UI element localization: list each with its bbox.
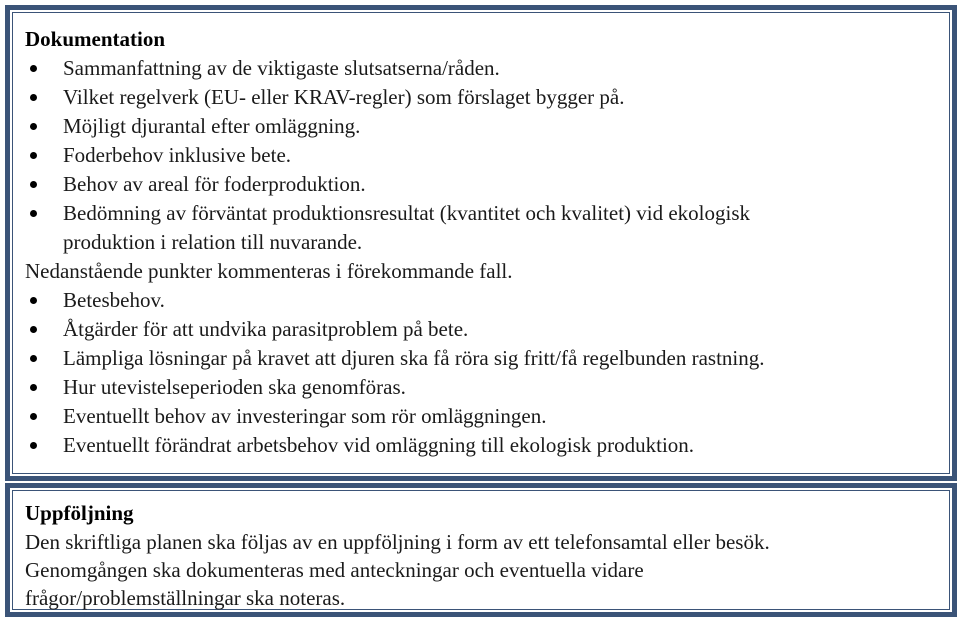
list-item	[25, 373, 949, 402]
list-item	[25, 286, 949, 315]
documentation-list-c	[25, 286, 949, 460]
followup-line: Den skriftliga planen ska följas av en uppföljning i form av ett telefonsamtal eller besök.	[25, 530, 770, 554]
list-item	[25, 199, 949, 257]
followup-line: Genomgången ska dokumenteras med anteckningar och eventuella vidare	[25, 558, 644, 582]
documentation-list-a	[25, 54, 949, 257]
bullet-icon	[30, 181, 37, 188]
documentation-box-inner	[12, 12, 950, 474]
list-item-text: Behov av areal för foderproduktion.	[63, 172, 366, 196]
list-item	[25, 315, 949, 344]
documentation-heading: Dokumentation	[25, 27, 166, 51]
bullet-icon	[30, 94, 37, 101]
bullet-icon	[30, 384, 37, 391]
bullet-icon	[30, 297, 37, 304]
list-item	[25, 402, 949, 431]
documentation-note: Nedanstående punkter kommenteras i förekommande fall.	[25, 259, 513, 283]
list-item-text: Möjligt djurantal efter omläggning.	[63, 114, 361, 138]
bullet-icon	[30, 326, 37, 333]
followup-box-inner	[12, 490, 950, 610]
list-item-text: Vilket regelverk (EU- eller KRAV-regler) som förslaget bygger på.	[63, 85, 625, 109]
bullet-icon	[30, 355, 37, 362]
bullet-icon	[30, 210, 37, 217]
list-item-text: Lämpliga lösningar på kravet att djuren ska få röra sig fritt/få regelbunden rastning.	[63, 346, 765, 370]
list-item-text: Betesbehov.	[63, 288, 165, 312]
list-item-text-line2: produktion i relation till nuvarande.	[63, 230, 363, 254]
list-item-text-line1: Bedömning av förväntat produktionsresultat (kvantitet och kvalitet) vid ekologisk	[63, 201, 751, 225]
list-item	[25, 170, 949, 199]
list-item	[25, 344, 949, 373]
list-item-text: Sammanfattning av de viktigaste slutsatserna/råden.	[63, 56, 500, 80]
followup-box	[5, 483, 957, 617]
list-item	[25, 431, 949, 460]
list-item-text: Hur utevistelseperioden ska genomföras.	[63, 375, 406, 399]
list-item-text: Foderbehov inklusive bete.	[63, 143, 292, 167]
list-item-text: Åtgärder för att undvika parasitproblem på bete.	[63, 317, 469, 341]
bullet-icon	[30, 65, 37, 72]
bullet-icon	[30, 152, 37, 159]
list-item-text: Eventuellt behov av investeringar som rör omläggningen.	[63, 404, 547, 428]
list-item	[25, 54, 949, 83]
list-item	[25, 83, 949, 112]
bullet-icon	[30, 442, 37, 449]
bullet-icon	[30, 413, 37, 420]
bullet-icon	[30, 123, 37, 130]
list-item-text: Eventuellt förändrat arbetsbehov vid omläggning till ekologisk produktion.	[63, 433, 695, 457]
list-item	[25, 141, 949, 170]
list-item	[25, 112, 949, 141]
followup-heading: Uppföljning	[25, 501, 134, 525]
followup-line: frågor/problemställningar ska noteras.	[25, 586, 346, 610]
documentation-box	[5, 5, 957, 481]
